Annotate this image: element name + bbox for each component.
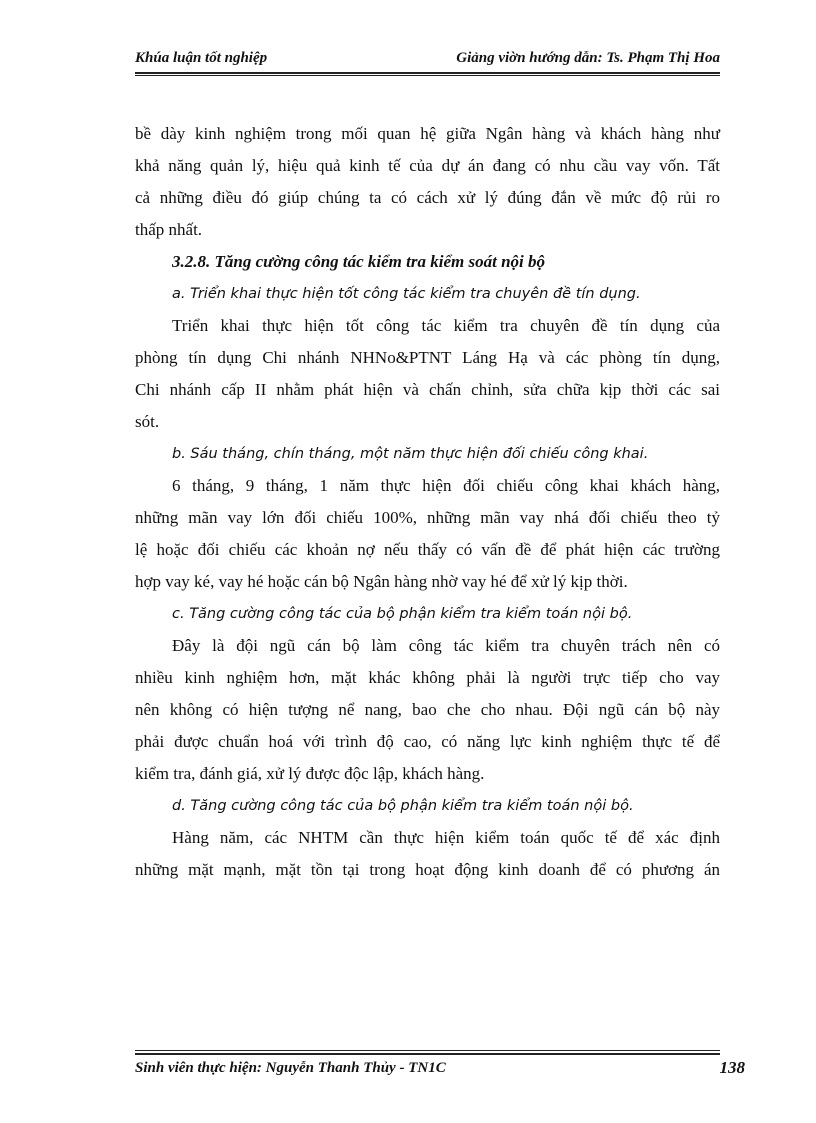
header-rule-thin	[135, 75, 720, 76]
paragraph	[135, 118, 720, 246]
footer-rule-thin	[135, 1050, 720, 1051]
paragraph-line: Chi nhánh cấp II nhằm phát hiện và chấn chỉnh, sửa chữa kịp thời các sai	[135, 380, 720, 399]
paragraph-line: lệ hoặc đối chiếu các khoản nợ nếu thấy có vấn đề để phát hiện các trường	[135, 540, 720, 559]
paragraph-line: thấp nhất.	[135, 220, 203, 239]
paragraph-line: 6 tháng, 9 tháng, 1 năm thực hiện đối chiếu công khai khách hàng,	[172, 476, 720, 495]
subsection-heading: d. Tăng cường công tác của bộ phận kiểm tra kiểm toán nội bộ.	[172, 798, 634, 814]
header-rule	[135, 72, 720, 74]
page-header	[135, 48, 720, 70]
paragraph	[135, 822, 720, 886]
footer-rule	[135, 1053, 720, 1055]
paragraph-line: Đây là đội ngũ cán bộ làm công tác kiểm tra chuyên trách nên có	[172, 636, 720, 655]
paragraph-line: những mặt mạnh, mặt tồn tại trong hoạt động kinh doanh để có phương án	[135, 860, 720, 879]
paragraph-line: Hàng năm, các NHTM cần thực hiện kiểm toán quốc tế để xác định	[172, 828, 720, 847]
paragraph-line: khả năng quản lý, hiệu quả kinh tế của dự án đang có nhu cầu vay vốn. Tất	[135, 156, 720, 175]
paragraph-line: phòng tín dụng Chi nhánh NHNo&PTNT Láng Hạ và các phòng tín dụng,	[135, 348, 720, 367]
paragraph	[135, 630, 720, 790]
paragraph-line: nên không có hiện tượng nể nang, bao che cho nhau. Đội ngũ cán bộ này	[135, 700, 720, 719]
paragraph-line: bề dày kinh nghiệm trong mối quan hệ giữa Ngân hàng và khách hàng như	[135, 124, 720, 143]
subsection-heading: c. Tăng cường công tác của bộ phận kiểm tra kiểm toán nội bộ.	[172, 606, 633, 622]
paragraph-line: sót.	[135, 412, 160, 431]
paragraph-line: Triển khai thực hiện tốt công tác kiểm tra chuyên đề tín dụng của	[172, 316, 720, 335]
page-number: 138	[719, 1058, 745, 1077]
paragraph-line: nhiều kinh nghiệm hơn, mặt khác không phải là người trực tiếp cho vay	[135, 668, 720, 687]
paragraph-line: những mãn vay lớn đối chiếu 100%, những mãn vay nhá đối chiếu theo tỷ	[135, 508, 720, 527]
page-footer	[135, 1058, 745, 1082]
paragraph-line: kiểm tra, đánh giá, xử lý được độc lập, khách hàng.	[135, 764, 485, 783]
paragraph	[135, 310, 720, 438]
paragraph-line: cả những điều đó giúp chúng ta có cách xử lý đúng đắn về mức độ rủi ro	[135, 188, 720, 207]
footer-student: Sinh viên thực hiện: Nguyễn Thanh Thủy - TN1C	[135, 1060, 446, 1076]
paragraph-line: phải được chuẩn hoá với trình độ cao, có năng lực kinh nghiệm thực tế để	[135, 732, 720, 751]
subsection-heading: b. Sáu tháng, chín tháng, một năm thực hiện đối chiếu công khai.	[172, 446, 649, 462]
page-body	[135, 118, 720, 886]
paragraph-line: hợp vay ké, vay hé hoặc cán bộ Ngân hàng nhờ vay hé để xử lý kịp thời.	[135, 572, 628, 591]
paragraph	[135, 470, 720, 598]
header-thesis-title: Khúa luận tốt nghiệp	[135, 50, 268, 66]
subsection-heading: a. Triển khai thực hiện tốt công tác kiểm tra chuyên đề tín dụng.	[172, 286, 641, 302]
header-supervisor: Giảng viờn hướng dẫn: Ts. Phạm Thị Hoa	[456, 50, 720, 66]
section-heading: 3.2.8. Tăng cường công tác kiểm tra kiểm soát nội bộ	[172, 252, 546, 271]
